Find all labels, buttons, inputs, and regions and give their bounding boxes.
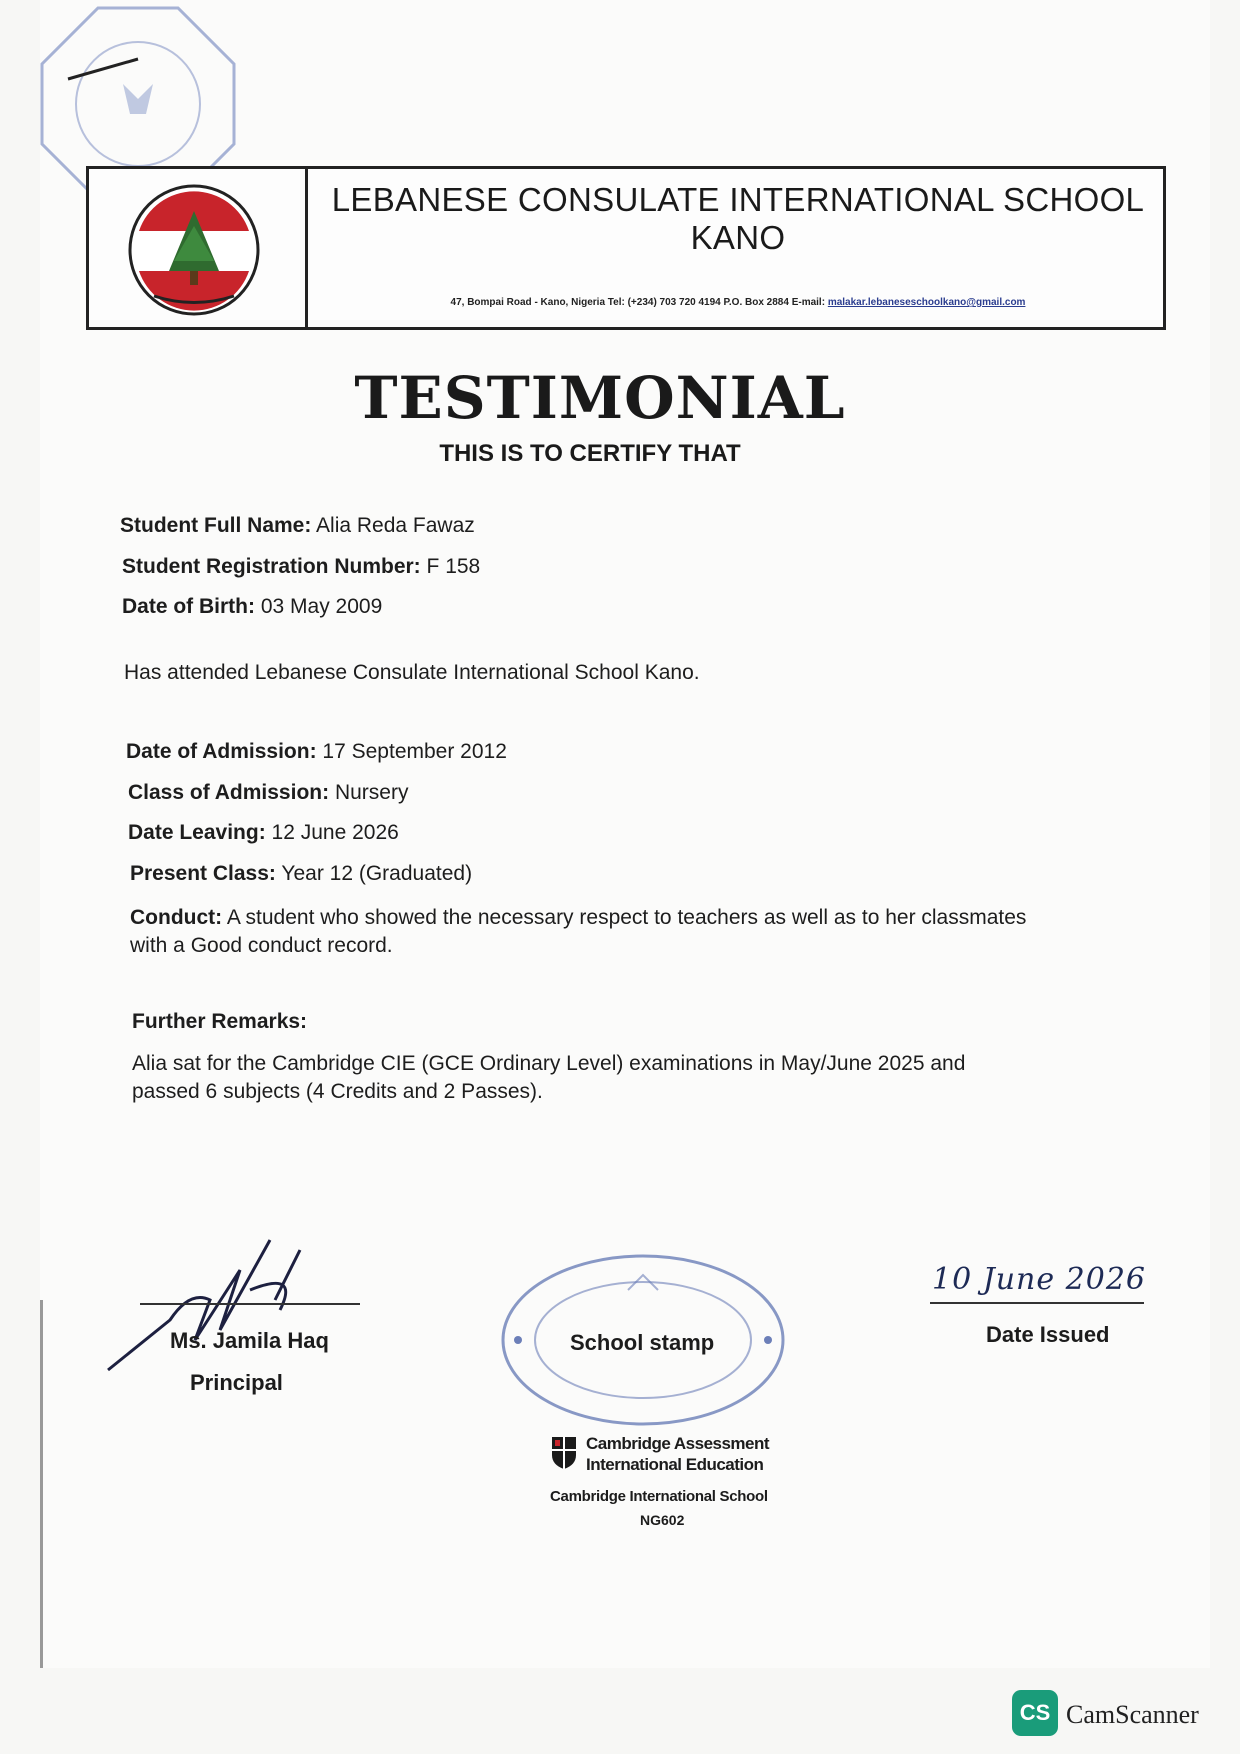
conduct-label: Conduct: (130, 906, 223, 929)
date-issued-label: Date Issued (986, 1322, 1110, 1347)
school-name (313, 181, 1163, 257)
admission-class-row (128, 781, 408, 805)
admission-date-value: 17 September 2012 (322, 740, 507, 763)
camscanner-label: CamScanner (1066, 1700, 1199, 1729)
remarks-label (132, 1010, 307, 1034)
student-name-row (120, 514, 475, 538)
document-subtitle: THIS IS TO CERTIFY THAT (439, 440, 741, 467)
document-title: TESTIMONIAL (354, 364, 846, 432)
school-name-line1: LEBANESE CONSULATE INTERNATIONAL SCHOOL (331, 181, 1145, 218)
center-code: NG602 (640, 1512, 685, 1528)
student-name-value: Alia Reda Fawaz (316, 514, 475, 537)
conduct-row (130, 904, 1130, 960)
header-divider (305, 169, 308, 327)
paper-edge (40, 1300, 43, 1668)
present-class-label: Present Class: (130, 862, 276, 885)
dob-label: Date of Birth: (122, 595, 255, 618)
cambridge-line3: Cambridge International School (550, 1488, 768, 1505)
letterhead (86, 166, 1166, 330)
email-link[interactable]: malakar.lebaneseschoolkano@gmail.com (827, 297, 1026, 308)
cambridge-line2: International Education (586, 1455, 764, 1474)
camscanner-icon: CS (1012, 1690, 1058, 1736)
present-class-row (130, 862, 472, 886)
principal-title: Principal (190, 1370, 283, 1395)
school-name-line2: KANO (690, 219, 786, 256)
school-logo-icon (119, 181, 269, 319)
student-reg-value: F 158 (426, 555, 481, 578)
conduct-value-line1: A student who showed the necessary respect to teachers as well as to her classmates (226, 906, 1027, 929)
school-address (313, 297, 1163, 308)
remarks-label-text: Further Remarks: (132, 1010, 308, 1033)
principal-name: Ms. Jamila Haq (170, 1328, 329, 1353)
attended-statement: Has attended Lebanese Consulate International School Kano. (124, 661, 700, 684)
principal-signature-icon (100, 1230, 370, 1390)
remarks-text (132, 1050, 1132, 1106)
date-line (930, 1302, 1144, 1304)
admission-class-label: Class of Admission: (128, 781, 330, 804)
school-stamp-label: School stamp (570, 1330, 715, 1355)
date-issued-handwritten: 10 June 2026 (932, 1262, 1147, 1297)
cambridge-line1: Cambridge Assessment (586, 1434, 770, 1453)
admission-date-label: Date of Admission: (126, 740, 317, 763)
admission-date-row (126, 740, 507, 764)
dob-value: 03 May 2009 (260, 595, 383, 618)
conduct-value-line2: with a Good conduct record. (130, 934, 393, 957)
student-name-label: Student Full Name: (120, 514, 312, 537)
student-reg-row (122, 555, 480, 579)
student-reg-label: Student Registration Number: (122, 555, 421, 578)
dob-row (122, 595, 382, 619)
remarks-line1: Alia sat for the Cambridge CIE (GCE Ordinary Level) examinations in May/June 2025 and (132, 1052, 966, 1075)
leaving-date-value: 12 June 2026 (271, 821, 399, 844)
signature-line (140, 1303, 360, 1305)
cambridge-shield-icon (550, 1435, 578, 1471)
leaving-date-label: Date Leaving: (128, 821, 266, 844)
admission-class-value: Nursery (334, 781, 409, 804)
present-class-value: Year 12 (Graduated) (281, 862, 473, 885)
remarks-line2: passed 6 subjects (4 Credits and 2 Passes). (132, 1080, 543, 1103)
address-text: 47, Bompai Road - Kano, Nigeria Tel: (+234) 703 720 4194 P.O. Box 2884 E-mail: (450, 297, 828, 308)
leaving-date-row (128, 821, 399, 845)
